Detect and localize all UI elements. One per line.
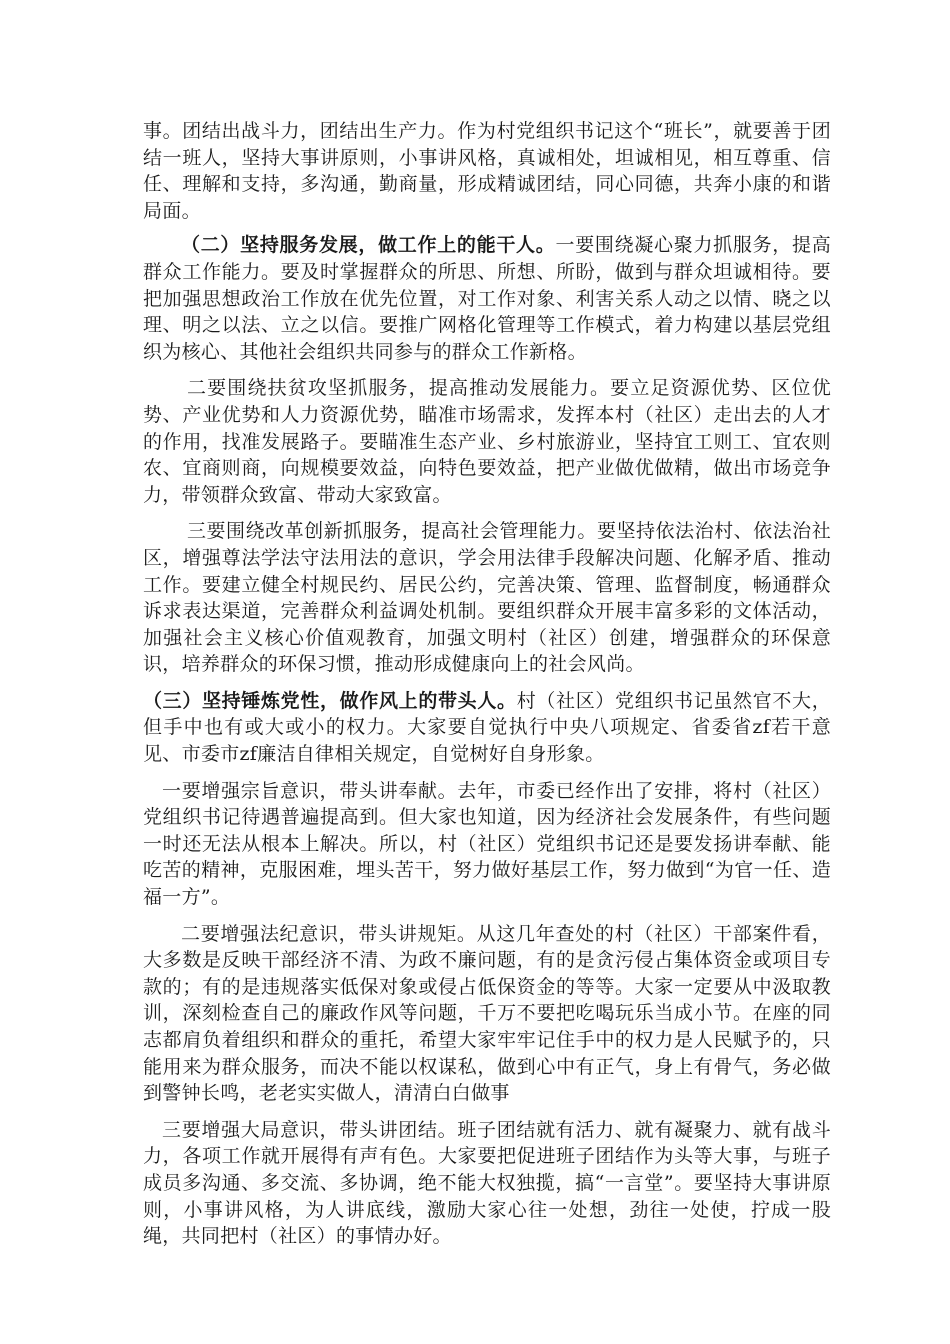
paragraph-8	[143, 1117, 831, 1250]
paragraph-2-text: 一要围绕凝心聚力抓服务，提高群众工作能力。要及时掌握群众的所思、所想、所盼，做到与群众坦诚相待。要把加强思想政治工作放在优先位置，对工作对象、利害关系人动之以情、晓之以理、明之以法、立之以信。要推广网格化管理等工作模式，着力构建以基层党组织为核心、其他社会组织共同参与的群众工作新格。	[143, 234, 832, 363]
paragraph-4	[143, 518, 831, 678]
document-page	[143, 118, 831, 1250]
paragraph-3	[143, 375, 831, 508]
paragraph-1-text: 事。团结出战斗力，团结出生产力。作为村党组织书记这个“班长”，就要善于团结一班人，坚持大事讲原则，小事讲风格，真诚相处，坦诚相见，相互尊重、信任、理解和支持，多沟通，勤商量，形成精诚团结，同心同德，共奔小康的和谐局面。	[143, 120, 831, 222]
paragraph-3-text: 二要围绕扶贫攻坚抓服务，提高推动发展能力。要立足资源优势、区位优势、产业优势和人力资源优势，瞄准市场需求，发挥本村（社区）走出去的人才的作用，找准发展路子。要瞄准生态产业、乡村旅游业，坚持宜工则工、宜农则农、宜商则商，向规模要效益，向特色要效益，把产业做优做精，做出市场竞争力，带领群众致富、带动大家致富。	[143, 377, 831, 506]
section-heading-2: （二）坚持服务发展，做工作上的能干人。	[181, 234, 556, 257]
paragraph-6-text: 一要增强宗旨意识，带头讲奉献。去年，市委已经作出了安排，将村（社区）党组织书记待遇普遍提高到。但大家也知道，因为经济社会发展条件，有些问题一时还无法从根本上解决。所以，村（社区）党组织书记还是要发扬讲奉献、能吃苦的精神，克服困难，埋头苦干，努力做好基层工作，努力做到“为官一任、造福一方”。	[143, 779, 831, 909]
paragraph-4-text: 三要围绕改革创新抓服务，提高社会管理能力。要坚持依法治村、依法治社区，增强尊法学法守法用法的意识，学会用法律手段解决问题、化解矛盾、推动工作。要建立健全村规民约、居民公约，完善决策、管理、监督制度，畅通群众诉求表达渠道，完善群众利益调处机制。要组织群众开展丰富多彩的文体活动，加强社会主义核心价值观教育，加强文明村（社区）创建，增强群众的环保意识，培养群众的环保习惯，推动形成健康向上的社会风尚。	[143, 520, 831, 676]
paragraph-2	[143, 232, 831, 365]
section-heading-3: （三）坚持锤炼党性，做作风上的带头人。	[143, 689, 517, 712]
paragraph-7	[143, 921, 831, 1107]
paragraph-5	[143, 688, 831, 768]
paragraph-7-text: 二要增强法纪意识，带头讲规矩。从这几年查处的村（社区）干部案件看，大多数是反映干部经济不清、为政不廉问题，有的是贪污侵占集体资金或项目专款的；有的是违规落实低保对象或侵占低保资金的等等。大家一定要从中汲取教训，深刻检查自己的廉政作风等问题，千万不要把吃喝玩乐当成小节。在座的同志都肩负着组织和群众的重托，希望大家牢牢记住手中的权力是人民赋予的，只能用来为群众服务，而决不能以权谋私，做到心中有正气，身上有骨气，务必做到警钟长鸣，老老实实做人，清清白白做事	[143, 922, 831, 1105]
paragraph-6	[143, 778, 831, 911]
paragraph-8-text: 三要增强大局意识，带头讲团结。班子团结就有活力、就有凝聚力、就有战斗力，各项工作就开展得有声有色。大家要把促进班子团结作为头等大事，与班子成员多沟通、多交流、多协调，绝不能大权独揽，搞“一言堂”。要坚持大事讲原则，小事讲风格，为人讲底线，激励大家心往一处想，劲往一处使，拧成一股绳，共同把村（社区）的事情办好。	[143, 1118, 831, 1248]
paragraph-1	[143, 118, 831, 224]
paragraph-5-text: 村（社区）党组织书记虽然官不大，但手中也有或大或小的权力。大家要自觉执行中央八项规定、省委省zf若干意见、市委市zf廉洁自律相关规定，自觉树好自身形象。	[143, 689, 831, 766]
